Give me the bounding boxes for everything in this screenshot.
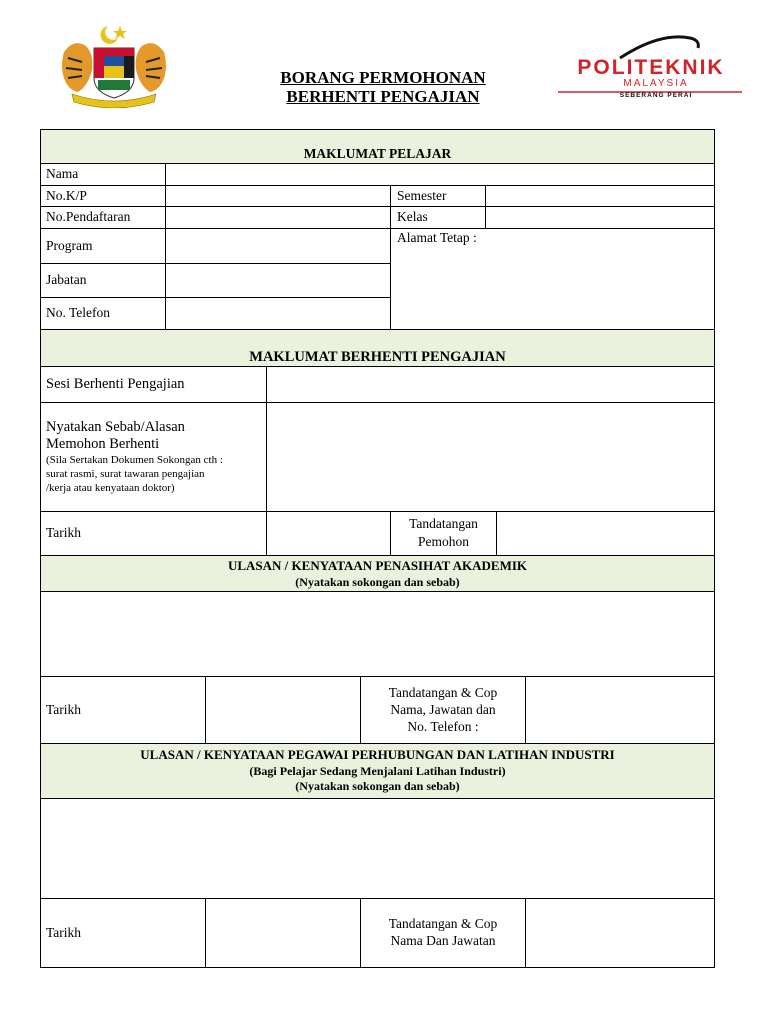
label-sign-liaison-2: Nama Dan Jawatan <box>390 933 496 948</box>
advisor-subheading: (Nyatakan sokongan dan sebab) <box>295 575 460 589</box>
label-sign-pemohon-2: Pemohon <box>417 534 469 549</box>
label-telefon: No. Telefon <box>46 305 111 320</box>
advisor-comment-field[interactable] <box>41 592 714 676</box>
label-sign-advisor-1: Tandatangan & Cop <box>388 685 498 700</box>
label-alamat: Alamat Tetap : <box>397 230 477 245</box>
sesi-field[interactable] <box>267 367 714 402</box>
grid-line <box>40 555 715 556</box>
label-sign-advisor-3: No. Telefon : <box>407 719 479 734</box>
label-semester: Semester <box>397 188 447 203</box>
jabatan-field[interactable] <box>166 264 390 297</box>
label-nama: Nama <box>46 166 79 181</box>
grid-line <box>40 743 715 744</box>
border-right <box>714 129 715 968</box>
border-bottom <box>40 967 715 968</box>
politeknik-campus: SEBERANG PERAI <box>619 92 693 99</box>
form-title <box>200 68 566 106</box>
kelas-field[interactable] <box>486 207 714 228</box>
politeknik-wordmark: POLITEKNIK <box>577 56 725 79</box>
sebab-note-2: surat rasmi, surat tawaran pengajian <box>46 468 205 480</box>
label-tarikh-pemohon: Tarikh <box>46 525 82 540</box>
label-program: Program <box>46 238 93 253</box>
politeknik-logo <box>556 30 746 102</box>
student-info-heading: MAKLUMAT PELAJAR <box>303 146 452 161</box>
sebab-note-1: (Sila Sertakan Dokumen Sokongan cth : <box>46 454 223 466</box>
nama-field[interactable] <box>166 164 714 185</box>
semester-field[interactable] <box>486 186 714 206</box>
label-sebab-2: Memohon Berhenti <box>46 436 160 452</box>
label-sign-pemohon-1: Tandatangan <box>409 516 478 531</box>
liaison-comment-field[interactable] <box>41 799 714 898</box>
label-sign-liaison-1: Tandatangan & Cop <box>388 916 498 931</box>
tarikh-liaison-field[interactable] <box>206 899 360 967</box>
label-sign-advisor-2: Nama, Jawatan dan <box>390 702 496 717</box>
label-nokp: No.K/P <box>46 188 87 203</box>
title-line-2: BERHENTI PENGAJIAN <box>286 87 480 106</box>
label-tarikh-liaison: Tarikh <box>46 925 82 940</box>
label-sebab-1: Nyatakan Sebab/Alasan <box>46 419 185 435</box>
telefon-field[interactable] <box>166 298 390 329</box>
sebab-field[interactable] <box>267 403 714 511</box>
coat-of-arms-logo <box>58 22 170 108</box>
border-top <box>40 129 715 130</box>
nopendaftaran-field[interactable] <box>166 207 390 228</box>
label-jabatan: Jabatan <box>46 272 87 287</box>
label-tarikh-advisor: Tarikh <box>46 702 82 717</box>
alamat-field[interactable] <box>391 248 714 329</box>
stop-info-heading: MAKLUMAT BERHENTI PENGAJIAN <box>249 349 506 365</box>
sign-advisor-field[interactable] <box>526 677 714 743</box>
grid-line <box>40 329 715 330</box>
program-field[interactable] <box>166 229 390 263</box>
label-nopendaftaran: No.Pendaftaran <box>46 209 131 224</box>
liaison-heading: ULASAN / KENYATAAN PEGAWAI PERHUBUNGAN DAN LATIHAN INDUSTRI <box>140 747 615 762</box>
tarikh-advisor-field[interactable] <box>206 677 360 743</box>
politeknik-country: MALAYSIA <box>623 78 689 89</box>
label-kelas: Kelas <box>397 209 428 224</box>
title-line-1: BORANG PERMOHONAN <box>280 68 486 87</box>
sign-liaison-field[interactable] <box>526 899 714 967</box>
label-sesi: Sesi Berhenti Pengajian <box>46 376 185 392</box>
sign-pemohon-field[interactable] <box>497 512 714 555</box>
sebab-note-3: /kerja atau kenyataan doktor) <box>46 482 175 494</box>
liaison-subheading-2: (Nyatakan sokongan dan sebab) <box>295 779 460 793</box>
nokp-field[interactable] <box>166 186 390 206</box>
advisor-heading: ULASAN / KENYATAAN PENASIHAT AKADEMIK <box>227 558 528 573</box>
liaison-subheading-1: (Bagi Pelajar Sedang Menjalani Latihan Industri) <box>249 764 506 778</box>
tarikh-pemohon-field[interactable] <box>267 512 390 555</box>
